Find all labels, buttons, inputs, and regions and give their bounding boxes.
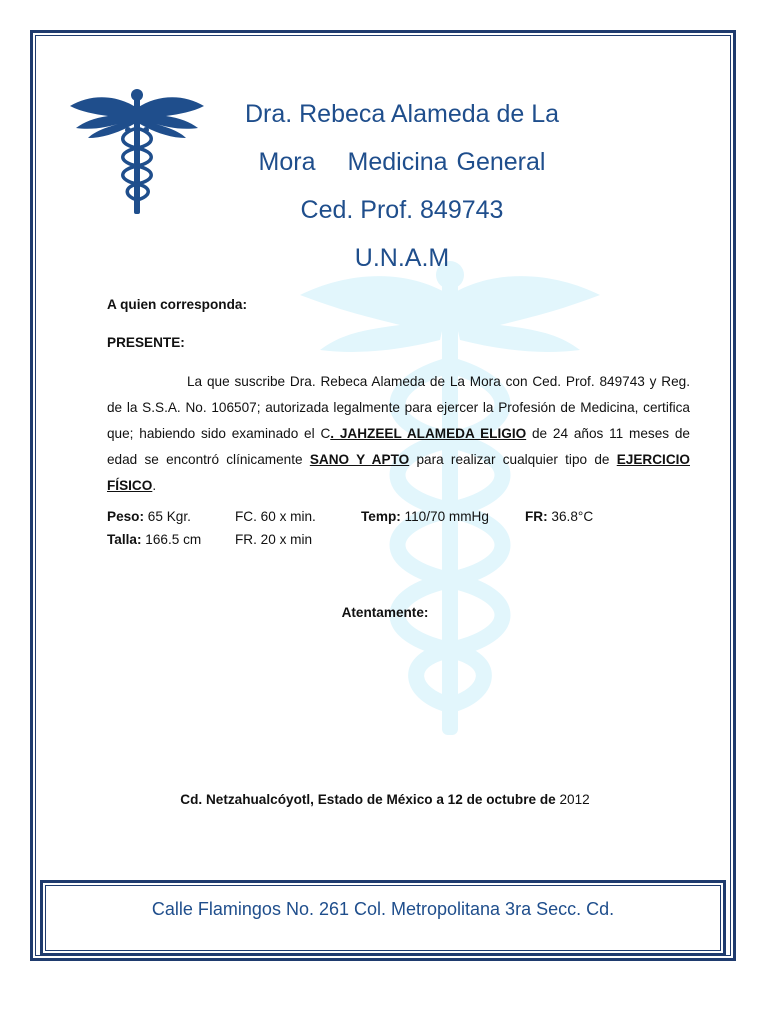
- height-value: 166.5 cm: [141, 532, 202, 547]
- doctor-specialty-line: [212, 138, 592, 186]
- doctor-name-line: Dra. Rebeca Alameda de La: [244, 100, 560, 128]
- paragraph-part-2: de 24 años 11 meses de edad se encontró clínicamente: [107, 426, 690, 467]
- temp-value: 110/70 mmHg: [400, 509, 489, 524]
- fr-value: 36.8°C: [547, 509, 594, 524]
- height-label: Talla:: [107, 532, 142, 547]
- year: 2012: [559, 792, 590, 807]
- weight-label: Peso:: [107, 509, 145, 524]
- vitals-row-1: [107, 505, 690, 528]
- paragraph-part-1: La que suscribe Dra. Rebeca Alameda de La Mora con Ced. Prof. 849743 y Reg. de la S.S.A. No. 106507; autorizada legalmente para ejercer la Profesión de Medicina, certifica que; habiendo sido examinado el C: [107, 374, 690, 441]
- respiratory-rate: FR. 20 x min: [235, 532, 313, 547]
- footer-address: Calle Flamingos No. 261 Col. Metropolitana 3ra Secc. Cd.: [151, 899, 615, 919]
- weight-value: 65 Kgr.: [144, 509, 191, 524]
- activity: EJERCICIO FÍSICO: [107, 452, 690, 493]
- temp-label: Temp:: [361, 509, 401, 524]
- health-status: SANO Y APTO: [309, 452, 410, 467]
- closing: Atentamente:: [341, 605, 429, 620]
- heart-rate: FC. 60 x min.: [235, 509, 316, 524]
- caduceus-logo-icon: [68, 86, 206, 218]
- vital-signs: [107, 505, 690, 551]
- fr-label: FR:: [525, 509, 548, 524]
- doctor-surname: Mora: [258, 148, 316, 176]
- university: U.N.A.M: [354, 244, 450, 272]
- place-date-text: Cd. Netzahualcóyotl, Estado de México a 12 de octubre de: [180, 792, 560, 807]
- specialty: Medicina General: [347, 148, 546, 176]
- presente: PRESENTE:: [107, 335, 185, 350]
- greeting: A quien corresponda:: [107, 297, 247, 312]
- place-date: [107, 792, 663, 807]
- paragraph-part-3: para realizar cualquier tipo de: [409, 452, 617, 467]
- professional-id: Ced. Prof. 849743: [300, 196, 504, 224]
- paragraph-part-4: .: [152, 478, 157, 493]
- vitals-row-2: [107, 528, 690, 551]
- certificate-paragraph: [107, 369, 690, 499]
- patient-name: . JAHZEEL ALAMEDA ELIGIO: [330, 426, 527, 441]
- letterhead: [212, 90, 592, 282]
- footer: [45, 885, 721, 951]
